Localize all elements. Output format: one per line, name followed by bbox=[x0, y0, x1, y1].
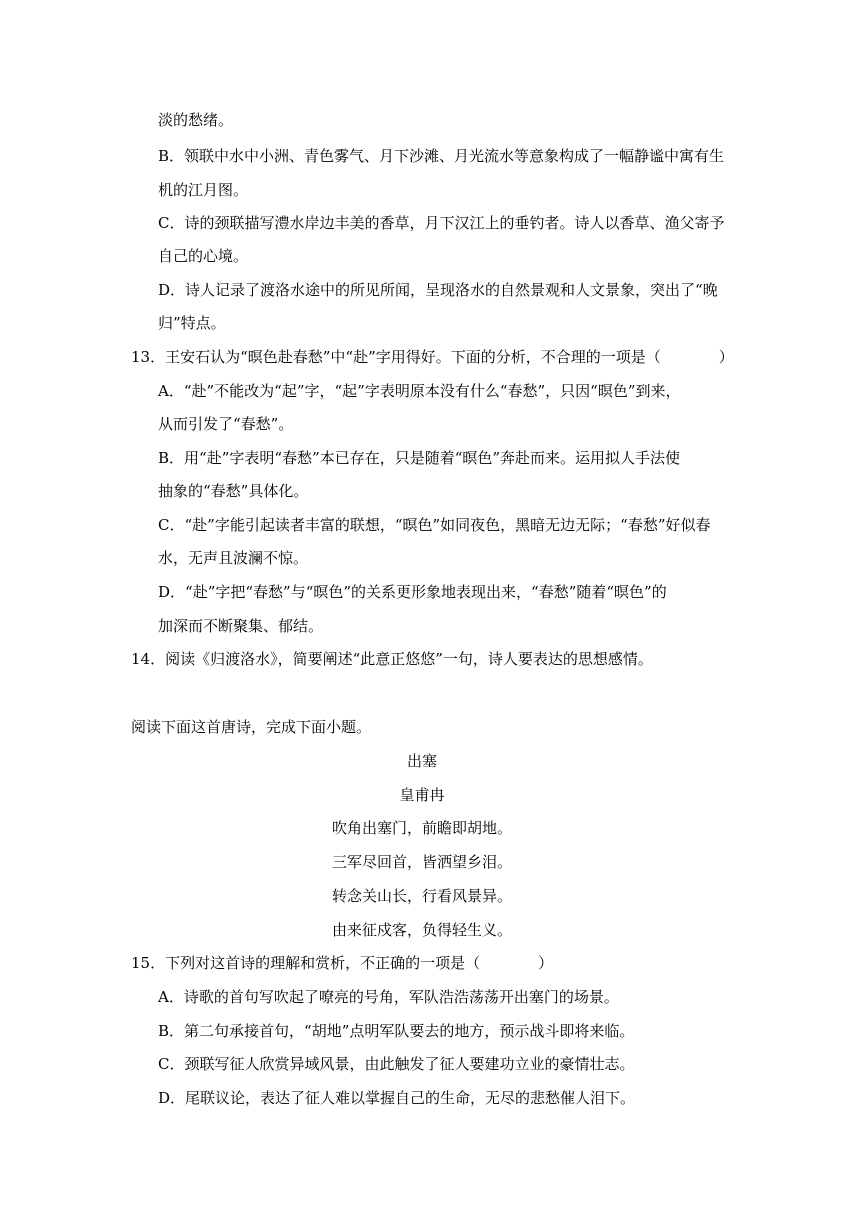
q13-option-d-line2: 加深而不断聚集、郁结。 bbox=[158, 617, 324, 635]
reading-instruction: 阅读下面这首唐诗，完成下面小题。 bbox=[131, 718, 372, 736]
q12-option-a-continuation: 淡的愁绪。 bbox=[158, 111, 234, 129]
q13-stem bbox=[131, 347, 734, 367]
q15-stem-text: 15．下列对这首诗的理解和赏析，不正确的一项是（ bbox=[131, 954, 481, 972]
q13-option-b-line2: 抽象的“春愁”具体化。 bbox=[158, 482, 309, 500]
q14-stem: 14．阅读《归渡洛水》，简要阐述“此意正悠悠”一句，诗人要表达的思想感情。 bbox=[131, 650, 653, 668]
q12-option-b-line2: 机的江月图。 bbox=[158, 181, 249, 199]
q15-option-a: A．诗歌的首句写吹起了嘹亮的号角，军队浩浩荡荡开出塞门的场景。 bbox=[158, 988, 619, 1006]
q13-stem-text: 13．王安石认为“暝色赴春愁”中“赴”字用得好。下面的分析，不合理的一项是（ bbox=[131, 348, 661, 366]
poem-title: 出塞 bbox=[406, 752, 437, 770]
q12-option-d-line2: 归”特点。 bbox=[158, 314, 226, 332]
q13-option-c-line1: C．“赴”字能引起读者丰富的联想，“暝色”如同夜色，黑暗无边无际；“春愁”好似春 bbox=[158, 516, 711, 534]
q12-option-b-line1: B．领联中水中小洲、青色雾气、月下沙滩、月光流水等意象构成了一幅静谧中寓有生 bbox=[158, 147, 725, 165]
q15-option-c: C．颈联写征人欣赏异域风景，由此触发了征人要建功立业的豪情壮志。 bbox=[158, 1055, 635, 1073]
poem-author: 皇甫冉 bbox=[399, 786, 445, 804]
q13-stem-close: ） bbox=[718, 348, 734, 366]
q12-option-c-line1: C．诗的颈联描写澧水岸边丰美的香草，月下汉江上的垂钓者。诗人以香草、渔父寄予 bbox=[158, 214, 725, 232]
poem-line-2: 三军尽回首，皆洒望乡泪。 bbox=[331, 853, 512, 871]
q13-option-b-line1: B．用“赴”字表明“春愁”本已存在，只是随着“暝色”奔赴而来。运用拟人手法使 bbox=[158, 449, 681, 467]
q13-option-a-line2: 从而引发了“春愁”。 bbox=[158, 415, 294, 433]
poem-line-3: 转念关山长，行看风景异。 bbox=[331, 887, 512, 905]
poem-line-1: 吹角出塞门，前瞻即胡地。 bbox=[331, 819, 512, 837]
q15-option-b: B．第二句承接首句，“胡地”点明军队要去的地方，预示战斗即将来临。 bbox=[158, 1022, 635, 1040]
poem-line-4: 由来征戍客，负得轻生义。 bbox=[331, 921, 512, 939]
q15-option-d: D．尾联议论，表达了征人难以掌握自己的生命，无尽的悲愁催人泪下。 bbox=[158, 1089, 636, 1107]
q15-stem bbox=[131, 953, 553, 973]
q12-option-d-line1: D．诗人记录了渡洛水途中的所见所闻，呈现洛水的自然景观和人文景象，突出了“晚 bbox=[158, 281, 718, 299]
q12-option-c-line2: 自己的心境。 bbox=[158, 247, 249, 265]
q15-stem-close: ） bbox=[538, 954, 554, 972]
q13-option-d-line1: D．“赴”字把“春愁”与“暝色”的关系更形象地表现出来，“春愁”随着“暝色”的 bbox=[158, 583, 667, 601]
q13-option-a-line1: A．“赴”不能改为“起”字，“起”字表明原本没有什么“春愁”，只因“暝色”到来， bbox=[158, 382, 681, 400]
q13-option-c-line2: 水，无声且波澜不惊。 bbox=[158, 549, 309, 567]
